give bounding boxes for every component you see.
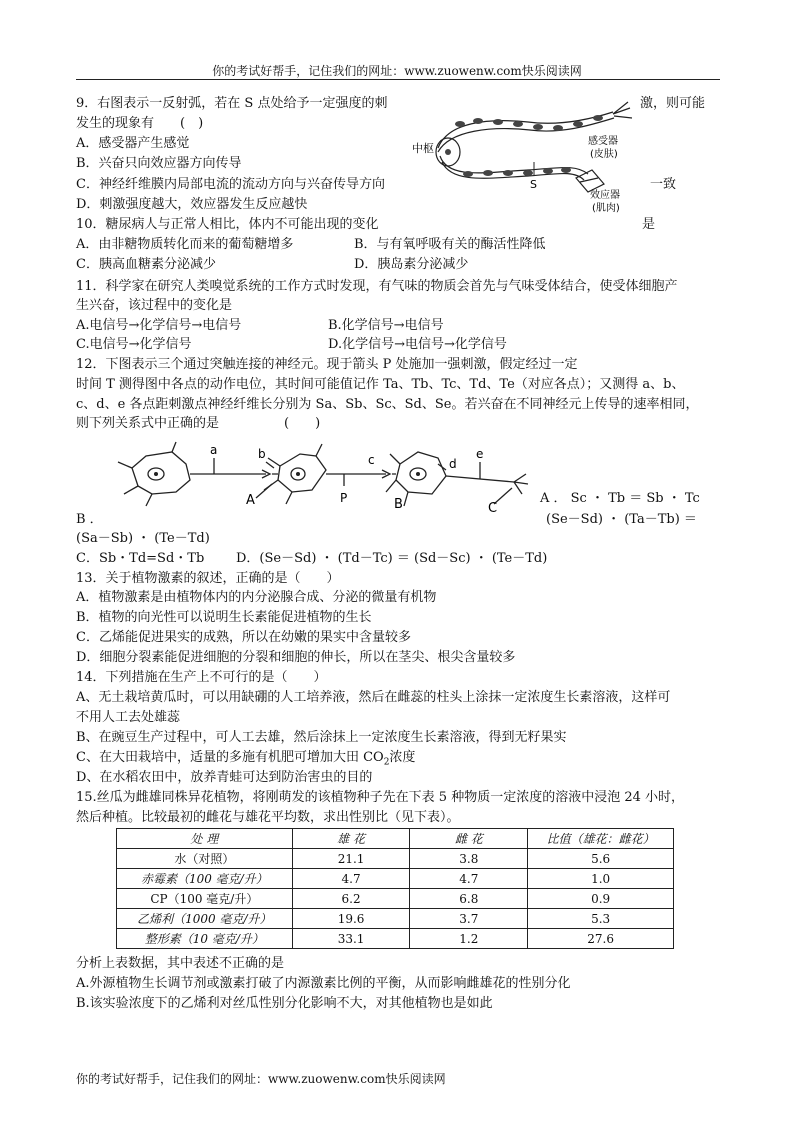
q12-stem-3: c、d、e 各点距刺激点神经纤维长分别为 Sa、Sb、Sc、Sd、Se。若兴奋在不同神经元上传导的速率相同， xyxy=(76,397,699,412)
fig12-label-C: C xyxy=(488,501,498,516)
q9-option-c-b: 一致 xyxy=(650,177,677,192)
table-cell: 5.3 xyxy=(528,909,674,929)
q15-stem-2: 然后种植。比较最初的雌花与雄花平均数，求出性别比（见下表）。 xyxy=(76,810,460,825)
q15-option-b: B.该实验浓度下的乙烯利对丝瓜性别分化影响不大，对其他植物也是如此 xyxy=(76,996,493,1011)
q13-option-a: A．植物激素是由植物体内的内分泌腺合成、分泌的微量有机物 xyxy=(76,590,437,605)
q14-option-a-2: 不用人工去处雄蕊 xyxy=(76,710,181,725)
table-cell: 乙烯利（1000 毫克/升） xyxy=(117,909,293,929)
table-cell: 27.6 xyxy=(528,929,674,949)
table-header-cell: 比值（雄花：雌花） xyxy=(528,829,674,849)
q10-stem-b: 是 xyxy=(642,217,656,232)
q12-option-b-right: (Se－Sd) ・ (Ta－Tb) ＝ xyxy=(546,512,697,527)
q14-option-c-sub: 2 xyxy=(383,757,390,768)
reflex-arc-figure xyxy=(408,100,642,216)
fig12-label-B: B xyxy=(394,497,403,512)
fig12-label-d: d xyxy=(449,457,457,471)
q9-stem-a: 9．右图表示一反射弧，若在 S 点处给予一定强度的刺 xyxy=(76,96,388,111)
q12-option-a: A ． Sc ・ Tb ＝ Sb ・ Tc xyxy=(540,491,700,506)
table-cell: 3.7 xyxy=(410,909,528,929)
fig12-label-c: c xyxy=(368,453,375,467)
q13-option-d: D．细胞分裂素能促进细胞的分裂和细胞的伸长，所以在茎尖、根尖含量较多 xyxy=(76,650,516,665)
table-cell: 1.0 xyxy=(528,869,674,889)
q15-option-a: A.外源植物生长调节剂或激素打破了内源激素比例的平衡，从而影响雌雄花的性别分化 xyxy=(76,976,571,991)
table-cell: 1.2 xyxy=(410,929,528,949)
neuron-chain-figure xyxy=(116,440,536,520)
fig12-label-b: b xyxy=(258,447,266,461)
q14-option-b: B、在豌豆生产过程中，可人工去雄，然后涂抹上一定浓度生长素溶液，得到无籽果实 xyxy=(76,730,567,745)
q12-option-d: D．(Se－Sd) ・ (Td－Tc) ＝ (Sd－Sc) ・ (Te－Td) xyxy=(236,551,548,566)
fig9-ganshouqi-label: 感受器 xyxy=(588,136,618,147)
table-cell: 19.6 xyxy=(292,909,410,929)
q14-option-a-1: A、无土栽培黄瓜时，可以用缺硼的人工培养液，然后在雌蕊的柱头上涂抹一定浓度生长素溶液，这样可 xyxy=(76,690,671,705)
table-cell: 水（对照） xyxy=(117,849,293,869)
q9-stem-c: 发生的现象有 ( ) xyxy=(76,116,204,131)
table-row xyxy=(117,929,674,949)
table-cell: 赤霉素（100 毫克/升） xyxy=(117,869,293,889)
q10-option-d: D．胰岛素分泌减少 xyxy=(354,257,469,272)
fig9-s-label: S xyxy=(530,178,537,191)
table-cell: 4.7 xyxy=(292,869,410,889)
table-cell: 6.2 xyxy=(292,889,410,909)
fig12-label-e: e xyxy=(476,447,484,461)
fig9-pifu-label: (皮肤) xyxy=(590,149,618,160)
q10-option-c: C．胰高血糖素分泌减少 xyxy=(76,257,216,272)
q11-option-c: C.电信号→化学信号 xyxy=(76,337,192,352)
fig9-zhongshu-label: 中枢 xyxy=(412,142,434,155)
fig9-xiaoyingqi-label: 效应器 xyxy=(590,190,620,201)
table-cell: 21.1 xyxy=(292,849,410,869)
q12-stem-4: 则下列关系式中正确的是 ( ) xyxy=(76,416,321,431)
q12-option-b-cont: (Sa－Sb) ・ (Te－Td) xyxy=(76,531,210,546)
table-cell: CP（100 毫克/升） xyxy=(117,889,293,909)
q11-stem-1: 11．科学家在研究人类嗅觉系统的工作方式时发现，有气味的物质会首先与气味受体结合，使受体细胞产 xyxy=(76,279,678,294)
page-footer: 你的考试好帮手，记住我们的网址：www.zuowenw.com快乐阅读网 xyxy=(76,1072,446,1086)
q12-option-b-label: B ． xyxy=(76,512,103,527)
table-header-cell: 处 理 xyxy=(117,829,293,849)
table-header-cell: 雄 花 xyxy=(292,829,410,849)
q9-stem-b: 激，则可能 xyxy=(640,96,706,111)
q9-option-b: B．兴奋只向效应器方向传导 xyxy=(76,156,242,171)
q12-option-c: C．Sb・Td=Sd・Tb xyxy=(76,551,205,566)
table-cell: 0.9 xyxy=(528,889,674,909)
q13-option-b: B．植物的向光性可以说明生长素能促进植物的生长 xyxy=(76,610,372,625)
q9-option-c-a: C．神经纤维膜内局部电流的流动方向与兴奋传导方向 xyxy=(76,177,385,192)
table-cell: 5.6 xyxy=(528,849,674,869)
fig12-label-a: a xyxy=(210,443,218,457)
q14-option-c xyxy=(76,750,415,771)
table-header-cell: 雌 花 xyxy=(410,829,528,849)
fig9-jirou-label: (肌肉) xyxy=(592,203,620,214)
q9-option-d: D．刺激强度越大，效应器发生反应越快 xyxy=(76,197,308,212)
q10-option-b: B．与有氧呼吸有关的酶活性降低 xyxy=(354,237,546,252)
q15-analysis: 分析上表数据，其中表述不正确的是 xyxy=(76,956,285,971)
header-rule xyxy=(76,79,720,80)
table-row xyxy=(117,869,674,889)
table-cell: 33.1 xyxy=(292,929,410,949)
table-header-row xyxy=(117,829,674,849)
fig12-label-A: A xyxy=(246,493,255,508)
page-header: 你的考试好帮手，记住我们的网址：www.zuowenw.com快乐阅读网 xyxy=(212,64,582,78)
table-row xyxy=(117,849,674,869)
table-cell: 4.7 xyxy=(410,869,528,889)
q9-option-a: A．感受器产生感觉 xyxy=(76,136,190,151)
q11-stem-2: 生兴奋，该过程中的变化是 xyxy=(76,298,233,313)
table-cell: 6.8 xyxy=(410,889,528,909)
table-row xyxy=(117,909,674,929)
q15-data-table xyxy=(116,828,674,949)
q14-option-c-end: 浓度 xyxy=(389,750,416,765)
q11-option-a: A.电信号→化学信号→电信号 xyxy=(76,318,242,333)
table-row xyxy=(117,889,674,909)
q12-stem-1: 12．下图表示三个通过突触连接的神经元。现于箭头 P 处施加一强刺激，假定经过一定 xyxy=(76,357,578,372)
q10-option-a: A．由非糖物质转化而来的葡萄糖增多 xyxy=(76,237,294,252)
fig12-label-P: P xyxy=(340,491,348,505)
q14-option-c-text: C、在大田栽培中，适量的多施有机肥可增加大田 CO xyxy=(76,750,384,765)
q10-stem-a: 10．糖尿病人与正常人相比，体内不可能出现的变化 xyxy=(76,217,379,232)
q14-option-d: D、在水稻农田中，放养青蛙可达到防治害虫的目的 xyxy=(76,770,373,785)
q14-stem: 14．下列措施在生产上不可行的是（ ） xyxy=(76,670,327,685)
q13-option-c: C．乙烯能促进果实的成熟，所以在幼嫩的果实中含量较多 xyxy=(76,630,411,645)
q13-stem: 13．关于植物激素的叙述，正确的是（ ） xyxy=(76,571,340,586)
q12-stem-2: 时间 T 测得图中各点的动作电位，其时间可能值记作 Ta、Tb、Tc、Td、Te（对应各点）；又测得 a、b、 xyxy=(76,377,685,392)
table-cell: 3.8 xyxy=(410,849,528,869)
q11-option-b: B.化学信号→电信号 xyxy=(328,318,444,333)
q11-option-d: D.化学信号→电信号→化学信号 xyxy=(328,337,507,352)
q15-stem-1: 15.丝瓜为雌雄同株异花植物，将刚萌发的该植物种子先在下表 5 种物质一定浓度的溶液中浸泡 24 小时， xyxy=(76,790,685,805)
table-cell: 整形素（10 毫克/升） xyxy=(117,929,293,949)
